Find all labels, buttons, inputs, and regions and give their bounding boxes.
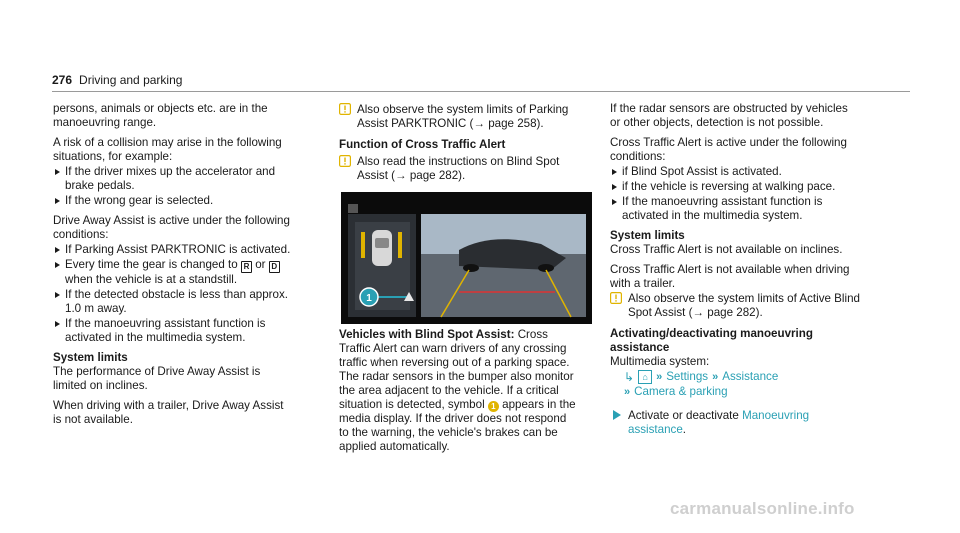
callout-number: 1 [366, 293, 372, 304]
section-heading: Activating/deactivating manoeuvring assistance [610, 327, 813, 354]
list-item: If the driver mixes up the accelerator and brake pedals. [53, 165, 293, 193]
list-item: if Blind Spot Assist is activated. [610, 165, 860, 179]
note [339, 155, 579, 183]
paragraph: Multimedia system: [610, 355, 710, 368]
chevron-right-icon: » [656, 371, 663, 383]
paragraph: Cross Traffic Alert is not available when driving with a trailer. [610, 263, 850, 290]
section-heading: Function of Cross Traffic Alert [339, 138, 506, 151]
subheading: System limits [610, 229, 685, 242]
paragraph: persons, animals or objects etc. are in the manoeuvring range. [53, 102, 268, 129]
menu-item-manoeuvring-assistance: Manoeuvring assistance [628, 409, 810, 436]
bullet-list [53, 165, 293, 208]
caption-paragraph [339, 328, 579, 454]
info-note-icon [339, 103, 351, 115]
note [339, 103, 579, 131]
list-item: If the manoeuvring assistant function is activated in the multimedia system. [53, 317, 293, 345]
column-1 [53, 102, 293, 433]
column-3 [610, 102, 860, 437]
menu-item-camera-parking: Camera & parking [634, 385, 728, 398]
figure-caption [339, 328, 579, 460]
chevron-right-icon: » [712, 371, 719, 383]
paragraph: When driving with a trailer, Drive Away Assist is not available. [53, 399, 284, 426]
list-item: If the wrong gear is selected. [53, 194, 293, 208]
list-item-text: when the vehicle is at a standstill. [65, 273, 238, 286]
arrow-return-icon: ↳ [624, 370, 635, 384]
list-item: If the manoeuvring assistant function is activated in the multimedia system. [610, 195, 860, 223]
header-rule [52, 91, 910, 92]
home-icon: ⌂ [638, 370, 652, 384]
list-item: If Parking Assist PARKTRONIC is activated. [53, 243, 293, 257]
menu-path [610, 385, 860, 399]
menu-item-settings: Settings [666, 370, 709, 383]
note-text: Also observe the system limits of Parking Assist PARKTRONIC (→ page 258). [357, 103, 569, 130]
page-number: 276 [52, 73, 73, 87]
gear-d-key-icon: D [269, 261, 280, 273]
paragraph: A risk of a collision may arise in the following situations, for example: [53, 136, 282, 163]
menu-path [610, 370, 860, 384]
list-item: if the vehicle is reversing at walking pace. [610, 180, 860, 194]
page-header [52, 73, 182, 87]
media-display-figure [341, 192, 592, 324]
gear-r-key-icon: R [241, 261, 252, 273]
paragraph: Cross Traffic Alert is active under the following conditions: [610, 136, 847, 163]
action-arrow-icon [613, 410, 621, 420]
bullet-list [610, 165, 860, 223]
paragraph: If the radar sensors are obstructed by vehicles or other objects, detection is not possible. [610, 102, 848, 129]
info-note-icon [610, 292, 622, 304]
paragraph: The performance of Drive Away Assist is limited on inclines. [53, 365, 261, 392]
car-top-view-icon [372, 230, 392, 266]
note [610, 292, 860, 320]
list-item: If the detected obstacle is less than approx. 1.0 m away. [53, 288, 293, 316]
paragraph: Cross Traffic Alert is not available on inclines. [610, 243, 843, 256]
caption-text: appears in the media display. If the driver does not respond to the warning, the vehicle's brakes can be applied automatically. [339, 398, 576, 453]
bullet-list [53, 243, 293, 345]
list-item-text: or [255, 258, 266, 271]
watermark: carmanualsonline.info [670, 499, 855, 518]
list-item-text: Every time the gear is changed to [65, 258, 238, 271]
symbol-badge-icon: 1 [488, 401, 499, 412]
list-item [53, 258, 293, 287]
note-text: Also read the instructions on Blind Spot Assist (→ page 282). [357, 155, 560, 182]
column-2 [339, 103, 579, 190]
action-text: Activate or deactivate [628, 409, 739, 422]
action-step [610, 409, 860, 437]
menu-item-assistance: Assistance [722, 370, 779, 383]
chevron-right-icon: » [624, 386, 631, 398]
caption-label: Vehicles with Blind Spot Assist: [339, 328, 515, 341]
action-text-end: . [682, 423, 687, 436]
note-text: Also observe the system limits of Active Blind Spot Assist (→ page 282). [628, 292, 860, 319]
paragraph: Drive Away Assist is active under the following conditions: [53, 214, 290, 241]
section-title: Driving and parking [79, 73, 183, 87]
caption-text: Cross Traffic Alert can warn drivers of any crossing traffic when reversing out of a parking space. The radar sensors in the bumper also monitor the area adjacent to the vehicle. If a critical situation is detected, symbol [339, 328, 574, 411]
subheading: System limits [53, 351, 128, 364]
info-note-icon [339, 155, 351, 167]
